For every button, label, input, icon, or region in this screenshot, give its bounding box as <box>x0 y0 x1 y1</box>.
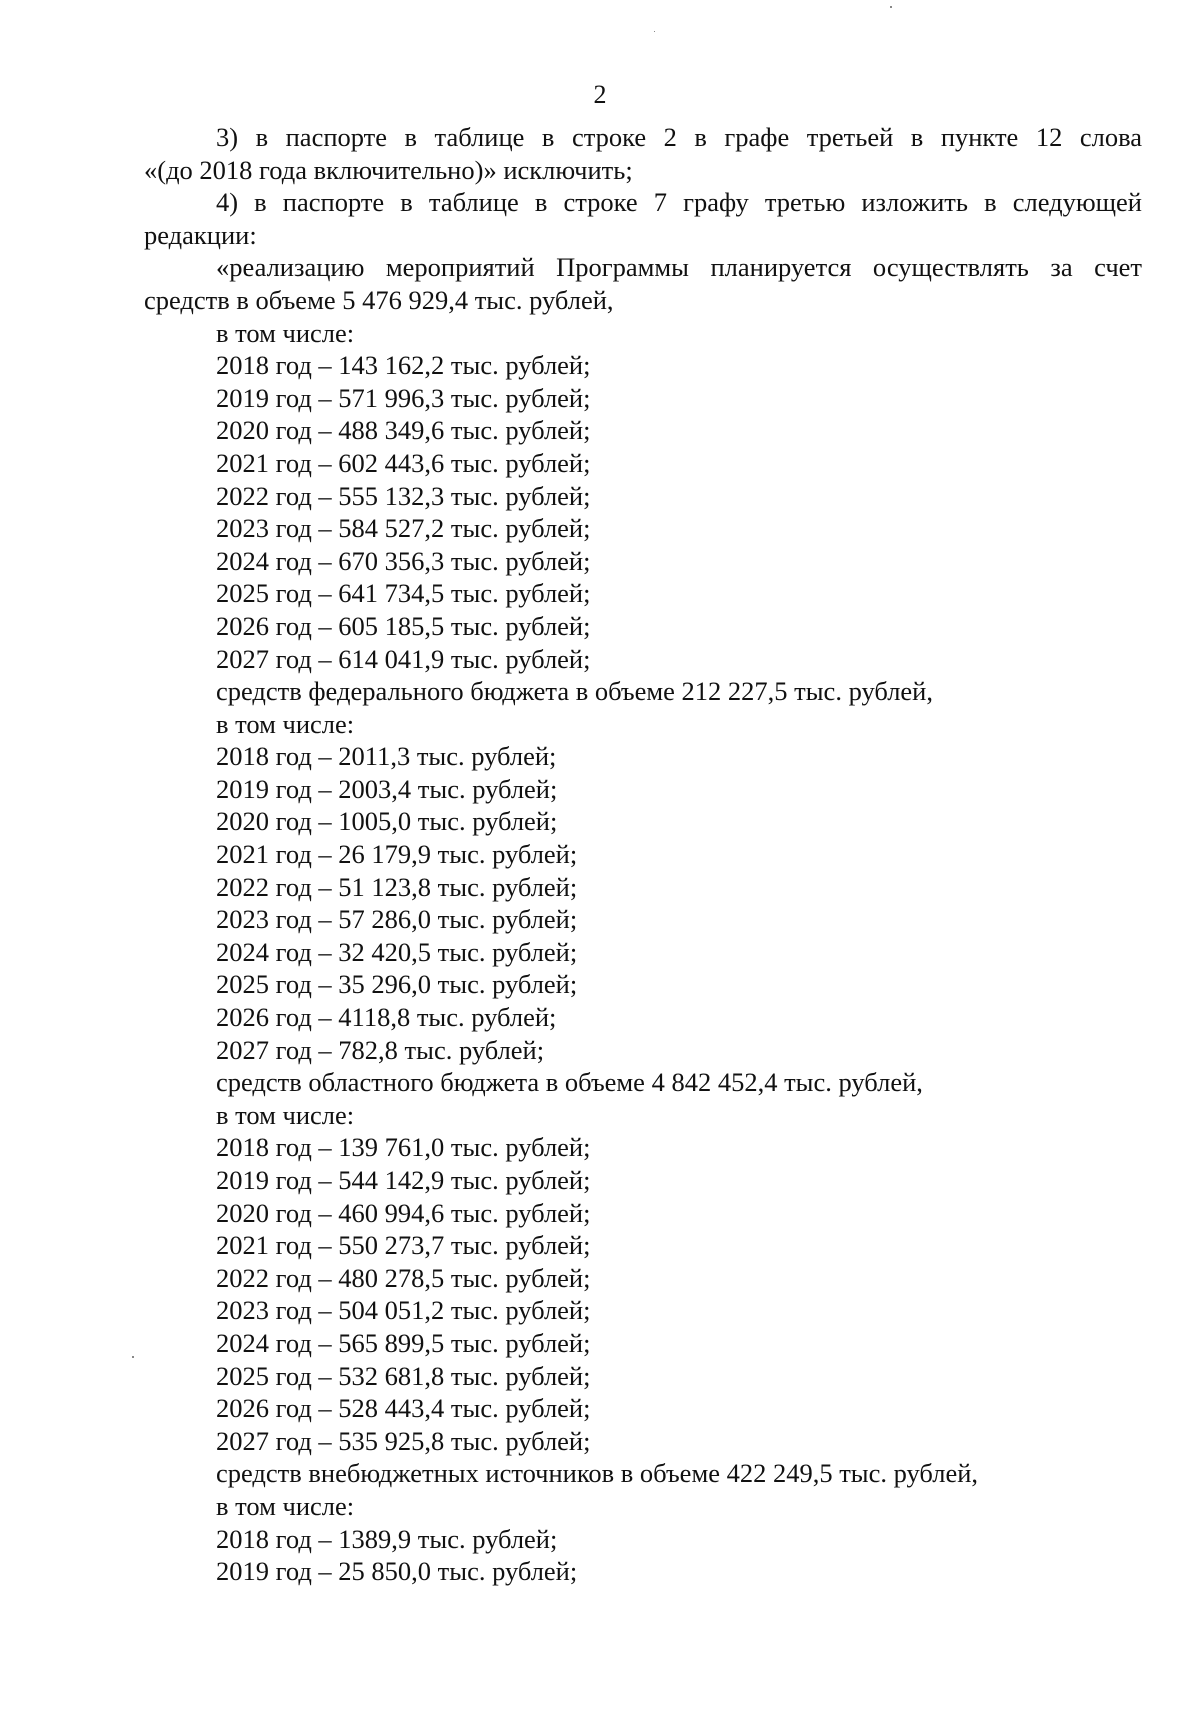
federal-year-item: 2019 год – 2003,4 тыс. рублей; <box>216 773 558 804</box>
page-number: 2 <box>593 80 607 109</box>
regional-intro: в том числе: <box>216 1099 355 1130</box>
total-year-item: 2020 год – 488 349,6 тыс. рублей; <box>216 415 591 446</box>
total-intro: в том числе: <box>216 317 355 348</box>
regional-year-item: 2027 год – 535 925,8 тыс. рублей; <box>216 1425 591 1456</box>
federal-years-list <box>144 740 1142 1066</box>
regional-year-item: 2019 год – 544 142,9 тыс. рублей; <box>216 1165 591 1195</box>
federal-year-item: 2020 год – 1005,0 тыс. рублей; <box>216 806 558 837</box>
extrabudgetary-year-item: 2018 год – 1389,9 тыс. рублей; <box>216 1523 558 1554</box>
total-year-item: 2025 год – 641 734,5 тыс. рублей; <box>216 578 591 609</box>
regional-year-item: 2023 год – 504 051,2 тыс. рублей; <box>216 1295 591 1326</box>
total-year-item: 2026 год – 605 185,5 тыс. рублей; <box>216 610 591 641</box>
scan-artifact <box>132 1356 134 1358</box>
paragraph-4-line-1: 4) в паспорте в таблице в строке 7 графу третью изложить в следующей <box>216 187 1142 218</box>
regional-year-item: 2022 год – 480 278,5 тыс. рублей; <box>216 1262 591 1293</box>
extrabudgetary-years-list <box>144 1523 1142 1588</box>
total-year-item: 2018 год – 143 162,2 тыс. рублей; <box>216 350 591 381</box>
regional-year-item: 2024 год – 565 899,5 тыс. рублей; <box>216 1327 591 1358</box>
federal-year-item: 2022 год – 51 123,8 тыс. рублей; <box>216 871 578 902</box>
federal-year-item: 2018 год – 2011,3 тыс. рублей; <box>216 741 557 772</box>
federal-year-item: 2024 год – 32 420,5 тыс. рублей; <box>216 936 578 967</box>
federal-intro: в том числе: <box>216 708 355 739</box>
paragraph-3-line-2: «(до 2018 года включительно)» исключить; <box>144 154 633 185</box>
federal-year-item: 2025 год – 35 296,0 тыс. рублей; <box>216 969 578 1000</box>
total-year-item: 2024 год – 670 356,3 тыс. рублей; <box>216 545 591 576</box>
regional-year-item: 2026 год – 528 443,4 тыс. рублей; <box>216 1393 591 1424</box>
federal-year-item: 2027 год – 782,8 тыс. рублей; <box>216 1034 545 1065</box>
total-year-item: 2021 год – 602 443,6 тыс. рублей; <box>216 447 591 478</box>
document-body <box>144 121 1142 1588</box>
quote-line-1: «реализацию мероприятий Программы планируется осуществлять за счет <box>216 252 1142 283</box>
extrabudgetary-heading: средств внебюджетных источников в объеме 422 249,5 тыс. рублей, <box>216 1458 979 1489</box>
paragraph-4-line-2: редакции: <box>144 219 257 250</box>
scan-artifact <box>654 31 655 32</box>
total-year-item: 2023 год – 584 527,2 тыс. рублей; <box>216 513 591 544</box>
regional-year-item: 2021 год – 550 273,7 тыс. рублей; <box>216 1230 591 1261</box>
total-year-item: 2027 год – 614 041,9 тыс. рублей; <box>216 643 591 674</box>
extrabudgetary-year-item: 2019 год – 25 850,0 тыс. рублей; <box>216 1556 578 1587</box>
federal-year-item: 2021 год – 26 179,9 тыс. рублей; <box>216 839 578 870</box>
regional-year-item: 2018 год – 139 761,0 тыс. рублей; <box>216 1132 591 1163</box>
regional-heading: средств областного бюджета в объеме 4 842 452,4 тыс. рублей, <box>216 1067 923 1098</box>
regional-years-list <box>144 1131 1142 1457</box>
extrabudgetary-intro: в том числе: <box>216 1490 355 1521</box>
paragraph-3-line-1: 3) в паспорте в таблице в строке 2 в графе третьей в пункте 12 слова <box>216 122 1142 152</box>
regional-year-item: 2020 год – 460 994,6 тыс. рублей; <box>216 1197 591 1228</box>
total-year-item: 2022 год – 555 132,3 тыс. рублей; <box>216 480 591 511</box>
quote-line-2: средств в объеме 5 476 929,4 тыс. рублей, <box>144 284 614 315</box>
total-year-item: 2019 год – 571 996,3 тыс. рублей; <box>216 382 591 413</box>
federal-year-item: 2026 год – 4118,8 тыс. рублей; <box>216 1002 557 1033</box>
total-years-list <box>144 349 1142 675</box>
federal-year-item: 2023 год – 57 286,0 тыс. рублей; <box>216 904 578 935</box>
federal-heading: средств федерального бюджета в объеме 212 227,5 тыс. рублей, <box>216 676 933 707</box>
scan-artifact <box>890 6 892 8</box>
regional-year-item: 2025 год – 532 681,8 тыс. рублей; <box>216 1360 591 1391</box>
